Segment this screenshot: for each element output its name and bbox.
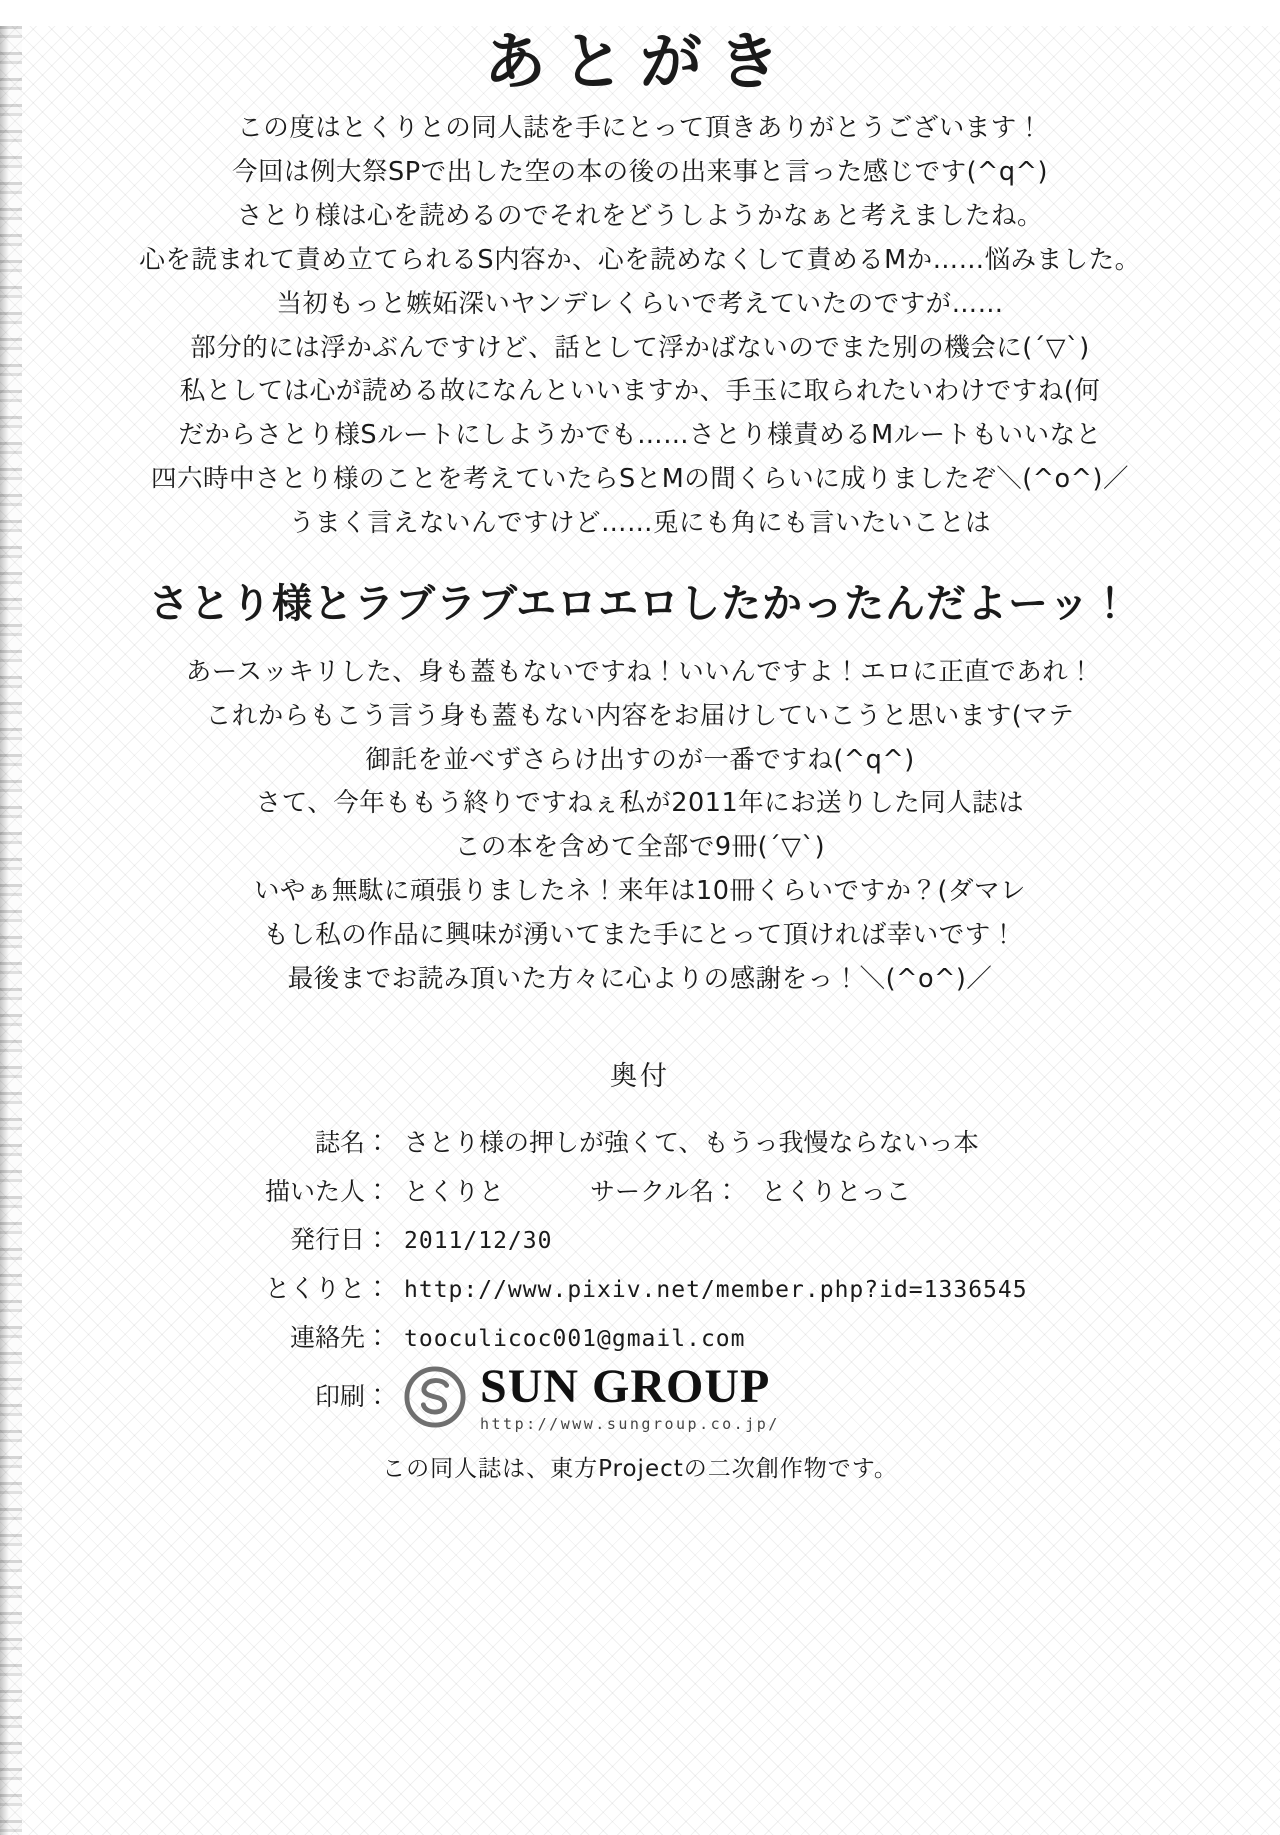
- colophon-label-pixiv: とくりと：: [264, 1274, 390, 1304]
- colophon-row-printer: [230, 1359, 1050, 1433]
- sun-group-logo-icon: [404, 1366, 466, 1428]
- afterword-line: この本を含めて全部で9冊(´▽`): [454, 832, 826, 863]
- colophon-label-author: 描いた人：: [264, 1176, 390, 1206]
- colophon-value-email: tooculicoc001@gmail.com: [404, 1325, 746, 1352]
- afterword-line: さとり様は心を読めるのでそれをどうしようかなぁと考えましたね。: [236, 201, 1043, 232]
- colophon-row-pixiv: [230, 1265, 1050, 1314]
- colophon-row-author: [230, 1168, 1050, 1217]
- afterword-line: この度はとくりとの同人誌を手にとって頂きありがとうございます！: [237, 113, 1043, 144]
- colophon-label-title: 誌名：: [314, 1127, 390, 1157]
- page-content: [0, 26, 1280, 1483]
- colophon-title: 奥付: [610, 1060, 670, 1092]
- colophon-label-printer: 印刷：: [314, 1381, 390, 1411]
- afterword-line: いやぁ無駄に頑張りましたネ！来年は10冊くらいですか？(ダマレ: [254, 876, 1026, 907]
- colophon-row-title: [230, 1119, 1050, 1168]
- colophon-value-title: さとり様の押しが強くて、もうっ我慢ならないっ本: [404, 1127, 979, 1157]
- page-title: あとがき: [483, 25, 796, 98]
- printer-url: http://www.sungroup.co.jp/: [480, 1414, 780, 1433]
- colophon-rows: [230, 1119, 1050, 1432]
- colophon-value-circle: とくりとっこ: [761, 1176, 911, 1206]
- copyright-note: この同人誌は、東方Projectの二次創作物です。: [382, 1455, 898, 1482]
- colophon-label-contact: 連絡先：: [289, 1322, 390, 1352]
- colophon-value-author: [404, 1168, 1050, 1217]
- printer-logo-text-wrap: [480, 1359, 780, 1433]
- afterword-emphasis-line: さとり様とラブラブエロエロしたかったんだよーッ！: [149, 580, 1131, 627]
- colophon-author-name: とくりと: [404, 1176, 505, 1206]
- afterword-line: うまく言えないんですけど……兎にも角にも言いたいことは: [288, 508, 991, 539]
- printer-name: SUN GROUP: [480, 1359, 771, 1413]
- afterword-line: 最後までお読み頂いた方々に心よりの感謝をっ！＼(^o^)／: [287, 963, 993, 994]
- afterword-line: 私としては心が読める故になんといいますか、手玉に取られたいわけですね(何: [179, 376, 1101, 407]
- colophon-row-date: [230, 1216, 1050, 1265]
- afterword-line: さて、今年ももう終りですねぇ私が2011年にお送りした同人誌は: [255, 788, 1025, 819]
- colophon-section: [0, 1054, 1280, 1483]
- afterword-line: もし私の作品に興味が湧いてまた手にとって頂ければ幸いです！: [263, 920, 1017, 951]
- colophon-label-date: 発行日：: [289, 1225, 390, 1255]
- afterword-body-bottom: [0, 651, 1280, 1002]
- afterword-line: 当初もっと嫉妬深いヤンデレくらいで考えていたのですが……: [276, 288, 1004, 319]
- afterword-line: 心を読まれて責め立てられるS内容か、心を読めなくして責めるMか……悩みました。: [139, 244, 1141, 275]
- colophon-value-date: 2011/12/30: [404, 1228, 553, 1255]
- afterword-line: だからさとり様Sルートにしようかでも……さとり様責めるMルートもいいなと: [178, 420, 1102, 451]
- afterword-line: これからもこう言う身も蓋もない内容をお届けしていこうと思います(マテ: [205, 700, 1075, 731]
- afterword-line: あースッキリした、身も蓋もないですね！いいんですよ！エロに正直であれ！: [185, 656, 1095, 687]
- colophon-value-pixiv-url: http://www.pixiv.net/member.php?id=1336545: [404, 1277, 1028, 1304]
- afterword-line: 今回は例大祭SPで出した空の本の後の出来事と言った感じです(^q^): [232, 157, 1048, 188]
- colophon-label-circle: サークル名：: [589, 1176, 740, 1206]
- afterword-line: 御託を並べずさらけ出すのが一番ですね(^q^): [365, 744, 915, 775]
- afterword-line: 四六時中さとり様のことを考えていたらSとMの間くらいに成りましたぞ＼(^o^)／: [151, 464, 1129, 495]
- printer-logo: [404, 1359, 780, 1433]
- afterword-body-top: [0, 107, 1280, 546]
- colophon-row-contact: [230, 1314, 1050, 1363]
- afterword-line: 部分的には浮かぶんですけど、話として浮かばないのでまた別の機会に(´▽`): [190, 332, 1090, 363]
